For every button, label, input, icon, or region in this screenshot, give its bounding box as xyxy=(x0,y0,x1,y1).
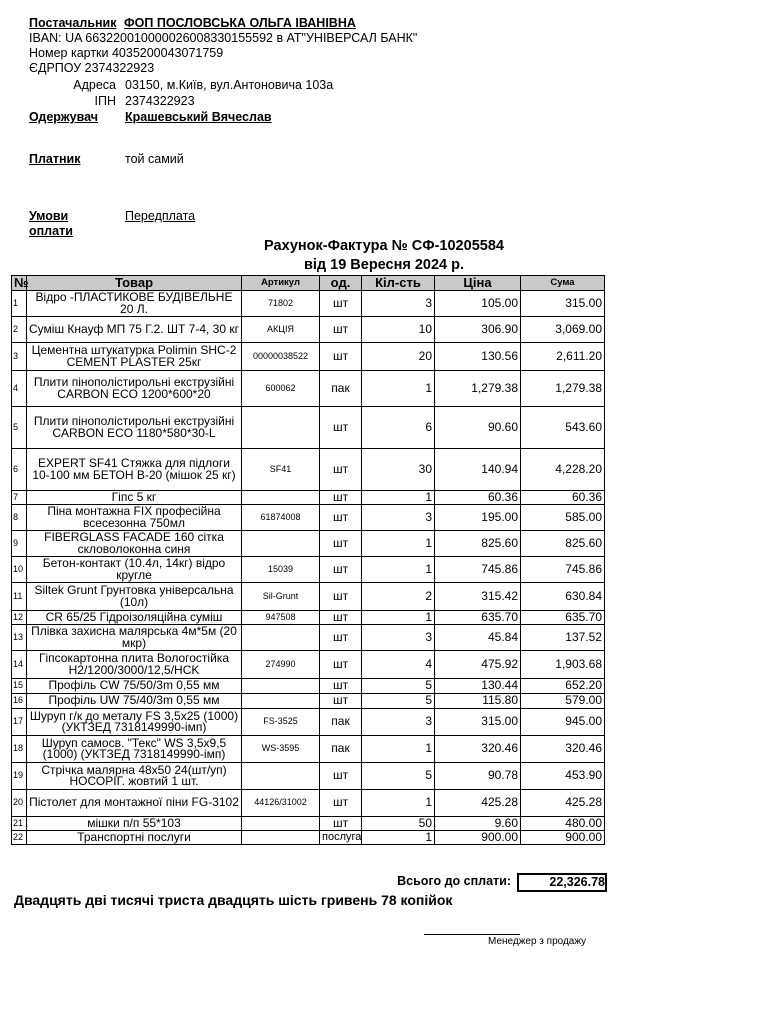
cell-sum: 745.86 xyxy=(521,557,605,583)
supplier-name: ФОП ПОСЛОВСЬКА ОЛЬГА ІВАНІВНА xyxy=(123,16,356,30)
table-row xyxy=(12,343,605,371)
cell-name: Пістолет для монтажної піни FG-3102 xyxy=(27,790,242,817)
table-row xyxy=(12,449,605,491)
cell-art: 00000038522 xyxy=(242,343,320,371)
cell-name: Шуруп самосв. "Текс" WS 3,5х9,5 (1000) (УКТЗЕД 7318149990-імп) xyxy=(27,736,242,763)
table-header-row xyxy=(12,276,605,291)
cell-sum: 1,279.38 xyxy=(521,371,605,407)
cell-sum: 579.00 xyxy=(521,694,605,709)
cell-name: Піна монтажна FIX професійна всесезонна 750мл xyxy=(27,505,242,531)
cell-name: FIBERGLASS FACADE 160 сітка скловолоконна синя xyxy=(27,531,242,557)
table-row xyxy=(12,291,605,317)
cell-n: 18 xyxy=(12,736,27,763)
cell-unit: пак xyxy=(320,371,362,407)
cell-price: 130.56 xyxy=(435,343,521,371)
cell-unit: шт xyxy=(320,651,362,679)
table-row xyxy=(12,583,605,611)
signature-label: Менеджер з продажу xyxy=(488,936,587,947)
cell-art: WS-3595 xyxy=(242,736,320,763)
cell-name: Відро -ПЛАСТИКОВЕ БУДІВЕЛЬНЕ 20 Л. xyxy=(27,291,242,317)
recipient-label: Одержувач xyxy=(29,110,99,124)
cell-unit: пак xyxy=(320,736,362,763)
cell-unit: шт xyxy=(320,505,362,531)
cell-qty: 3 xyxy=(362,505,435,531)
cell-qty: 1 xyxy=(362,790,435,817)
cell-art: 274990 xyxy=(242,651,320,679)
cell-qty: 50 xyxy=(362,817,435,831)
header-sum: Сума xyxy=(521,276,605,291)
cell-qty: 2 xyxy=(362,583,435,611)
cell-price: 320.46 xyxy=(435,736,521,763)
cell-name: Стрічка малярна 48х50 24(шт/уп) НОСОРІГ. жовтий 1 шт. xyxy=(27,763,242,790)
cell-name: Плити пінополістирольні екструзійні CARBON ECO 1180*580*30-L xyxy=(27,407,242,449)
cell-price: 195.00 xyxy=(435,505,521,531)
cell-n: 4 xyxy=(12,371,27,407)
cell-name: Гіпсокартонна плита Вологостійка H2/1200/3000/12,5/HCK xyxy=(27,651,242,679)
cell-art: 44126/31002 xyxy=(242,790,320,817)
cell-price: 425.28 xyxy=(435,790,521,817)
cell-n: 3 xyxy=(12,343,27,371)
cell-qty: 1 xyxy=(362,831,435,845)
cell-unit: шт xyxy=(320,583,362,611)
cell-price: 130.44 xyxy=(435,679,521,694)
cell-sum: 945.00 xyxy=(521,709,605,736)
cell-qty: 5 xyxy=(362,763,435,790)
cell-n: 21 xyxy=(12,817,27,831)
cell-price: 105.00 xyxy=(435,291,521,317)
cell-unit: шт xyxy=(320,817,362,831)
cell-sum: 315.00 xyxy=(521,291,605,317)
cell-qty: 3 xyxy=(362,291,435,317)
table-row xyxy=(12,491,605,505)
cell-qty: 1 xyxy=(362,557,435,583)
table-row xyxy=(12,651,605,679)
cell-art xyxy=(242,763,320,790)
address-label: Адреса xyxy=(73,78,116,92)
ipn-label: ІПН xyxy=(94,94,116,108)
cell-sum: 543.60 xyxy=(521,407,605,449)
cell-n: 19 xyxy=(12,763,27,790)
cell-n: 11 xyxy=(12,583,27,611)
table-row xyxy=(12,694,605,709)
cell-name: Цементна штукатурка Polimin SHC-2 CEMENT PLASTER 25кг xyxy=(27,343,242,371)
terms-label-line1: Умови xyxy=(29,209,69,223)
cell-qty: 1 xyxy=(362,611,435,625)
cell-name: Плити пінополістирольні екструзійні CARBON ECO 1200*600*20 xyxy=(27,371,242,407)
cell-qty: 6 xyxy=(362,407,435,449)
cell-art: 61874008 xyxy=(242,505,320,531)
cell-qty: 4 xyxy=(362,651,435,679)
cell-n: 5 xyxy=(12,407,27,449)
table-row xyxy=(12,763,605,790)
cell-price: 315.42 xyxy=(435,583,521,611)
cell-name: Плівка захисна малярська 4м*5м (20 мкр) xyxy=(27,625,242,651)
supplier-iban: IBAN: UA 663220010000026008330155592 в АТ"УНІВЕРСАЛ БАНК" xyxy=(29,31,418,45)
total-label: Всього до сплати: xyxy=(397,874,511,888)
cell-price: 306.90 xyxy=(435,317,521,343)
header-article: Артикул xyxy=(242,276,320,291)
cell-unit: шт xyxy=(320,790,362,817)
table-row xyxy=(12,679,605,694)
table-row xyxy=(12,611,605,625)
cell-price: 60.36 xyxy=(435,491,521,505)
cell-n: 2 xyxy=(12,317,27,343)
cell-price: 745.86 xyxy=(435,557,521,583)
cell-art: SF41 xyxy=(242,449,320,491)
cell-art xyxy=(242,694,320,709)
cell-name: Транспортні послуги xyxy=(27,831,242,845)
cell-sum: 652.20 xyxy=(521,679,605,694)
cell-price: 45.84 xyxy=(435,625,521,651)
cell-n: 14 xyxy=(12,651,27,679)
cell-qty: 1 xyxy=(362,491,435,505)
table-row xyxy=(12,371,605,407)
cell-unit: пак xyxy=(320,709,362,736)
cell-sum: 630.84 xyxy=(521,583,605,611)
cell-n: 20 xyxy=(12,790,27,817)
cell-art: 947508 xyxy=(242,611,320,625)
cell-art xyxy=(242,831,320,845)
cell-unit: шт xyxy=(320,611,362,625)
table-row xyxy=(12,317,605,343)
signature-line xyxy=(424,934,520,935)
cell-name: Siltek Grunt Грунтовка універсальна (10л) xyxy=(27,583,242,611)
cell-qty: 1 xyxy=(362,531,435,557)
cell-art xyxy=(242,817,320,831)
cell-unit: шт xyxy=(320,694,362,709)
cell-price: 115.80 xyxy=(435,694,521,709)
cell-unit: шт xyxy=(320,449,362,491)
terms-label-line2: оплати xyxy=(29,224,73,238)
cell-n: 9 xyxy=(12,531,27,557)
header-qty: Кіл-сть xyxy=(362,276,435,291)
cell-name: Суміш Кнауф МП 75 Г.2. ШТ 7-4, 30 кг xyxy=(27,317,242,343)
cell-n: 17 xyxy=(12,709,27,736)
cell-n: 16 xyxy=(12,694,27,709)
cell-unit: шт xyxy=(320,625,362,651)
cell-qty: 1 xyxy=(362,736,435,763)
cell-n: 12 xyxy=(12,611,27,625)
table-row xyxy=(12,407,605,449)
cell-name: Профіль CW 75/50/3m 0,55 мм xyxy=(27,679,242,694)
cell-unit: послуга xyxy=(320,831,362,845)
cell-art: АКЦІЯ xyxy=(242,317,320,343)
table-row xyxy=(12,790,605,817)
cell-price: 900.00 xyxy=(435,831,521,845)
table-row xyxy=(12,625,605,651)
cell-n: 7 xyxy=(12,491,27,505)
supplier-edrpou: ЄДРПОУ 2374322923 xyxy=(29,61,155,75)
cell-sum: 4,228.20 xyxy=(521,449,605,491)
total-value: 22,326.78 xyxy=(517,873,607,892)
supplier-label: Постачальник xyxy=(29,16,117,30)
amount-in-words: Двадцять дві тисячі триста двадцять шість гривень 78 копійок xyxy=(14,892,453,908)
cell-n: 13 xyxy=(12,625,27,651)
table-row xyxy=(12,557,605,583)
cell-art xyxy=(242,679,320,694)
payer-label: Платник xyxy=(29,152,81,166)
header-num: № xyxy=(12,276,27,291)
cell-art: Sil-Grunt xyxy=(242,583,320,611)
cell-art xyxy=(242,531,320,557)
cell-qty: 5 xyxy=(362,694,435,709)
cell-name: Гіпс 5 кг xyxy=(27,491,242,505)
cell-price: 90.78 xyxy=(435,763,521,790)
cell-qty: 20 xyxy=(362,343,435,371)
table-row xyxy=(12,505,605,531)
cell-n: 1 xyxy=(12,291,27,317)
table-row xyxy=(12,709,605,736)
table-row xyxy=(12,817,605,831)
invoice-table xyxy=(11,275,605,845)
supplier-block xyxy=(29,16,356,31)
cell-sum: 320.46 xyxy=(521,736,605,763)
cell-art: 15039 xyxy=(242,557,320,583)
table-row xyxy=(12,736,605,763)
cell-price: 635.70 xyxy=(435,611,521,625)
cell-sum: 585.00 xyxy=(521,505,605,531)
cell-sum: 453.90 xyxy=(521,763,605,790)
cell-name: Бетон-контакт (10.4л, 14кг) відро кругле xyxy=(27,557,242,583)
cell-name: EXPERT SF41 Стяжка для підлоги 10-100 мм БЕТОН В-20 (мішок 25 кг) xyxy=(27,449,242,491)
cell-qty: 30 xyxy=(362,449,435,491)
cell-n: 6 xyxy=(12,449,27,491)
cell-unit: шт xyxy=(320,317,362,343)
cell-art: 71802 xyxy=(242,291,320,317)
cell-name: Шуруп г/к до металу FS 3,5х25 (1000) (УКТЗЕД 7318149990-імп) xyxy=(27,709,242,736)
cell-sum: 137.52 xyxy=(521,625,605,651)
cell-unit: шт xyxy=(320,343,362,371)
cell-price: 475.92 xyxy=(435,651,521,679)
cell-unit: шт xyxy=(320,557,362,583)
invoice-date: від 19 Вересня 2024 р. xyxy=(303,257,465,273)
cell-sum: 60.36 xyxy=(521,491,605,505)
cell-price: 315.00 xyxy=(435,709,521,736)
cell-sum: 3,069.00 xyxy=(521,317,605,343)
cell-art xyxy=(242,407,320,449)
cell-price: 1,279.38 xyxy=(435,371,521,407)
cell-price: 140.94 xyxy=(435,449,521,491)
cell-name: CR 65/25 Гідроізоляційна суміш xyxy=(27,611,242,625)
payer-value: той самий xyxy=(125,152,184,166)
cell-n: 22 xyxy=(12,831,27,845)
cell-n: 8 xyxy=(12,505,27,531)
cell-unit: шт xyxy=(320,407,362,449)
cell-n: 10 xyxy=(12,557,27,583)
cell-qty: 1 xyxy=(362,371,435,407)
header-unit: од. xyxy=(320,276,362,291)
cell-art xyxy=(242,625,320,651)
cell-sum: 425.28 xyxy=(521,790,605,817)
cell-n: 15 xyxy=(12,679,27,694)
cell-sum: 635.70 xyxy=(521,611,605,625)
terms-value: Передплата xyxy=(125,209,196,223)
supplier-card: Номер картки 4035200043071759 xyxy=(29,46,224,60)
cell-unit: шт xyxy=(320,531,362,557)
cell-qty: 3 xyxy=(362,709,435,736)
recipient-value: Крашевський Вячеслав xyxy=(125,110,272,124)
cell-sum: 1,903.68 xyxy=(521,651,605,679)
cell-art xyxy=(242,491,320,505)
cell-price: 90.60 xyxy=(435,407,521,449)
cell-sum: 480.00 xyxy=(521,817,605,831)
cell-unit: шт xyxy=(320,763,362,790)
table-row xyxy=(12,831,605,845)
address-value: 03150, м.Київ, вул.Антоновича 103а xyxy=(125,78,334,92)
cell-unit: шт xyxy=(320,679,362,694)
cell-unit: шт xyxy=(320,291,362,317)
cell-price: 9.60 xyxy=(435,817,521,831)
cell-price: 825.60 xyxy=(435,531,521,557)
cell-sum: 2,611.20 xyxy=(521,343,605,371)
cell-art: FS-3525 xyxy=(242,709,320,736)
ipn-value: 2374322923 xyxy=(125,94,195,108)
cell-art: 600062 xyxy=(242,371,320,407)
invoice-title: Рахунок-Фактура № СФ-10205584 xyxy=(264,238,504,254)
cell-unit: шт xyxy=(320,491,362,505)
cell-name: мішки п/п 55*103 xyxy=(27,817,242,831)
cell-qty: 10 xyxy=(362,317,435,343)
table-row xyxy=(12,531,605,557)
cell-sum: 825.60 xyxy=(521,531,605,557)
cell-qty: 3 xyxy=(362,625,435,651)
header-price: Ціна xyxy=(435,276,521,291)
header-item: Товар xyxy=(27,276,242,291)
cell-sum: 900.00 xyxy=(521,831,605,845)
cell-name: Профіль UW 75/40/3m 0,55 мм xyxy=(27,694,242,709)
cell-qty: 5 xyxy=(362,679,435,694)
